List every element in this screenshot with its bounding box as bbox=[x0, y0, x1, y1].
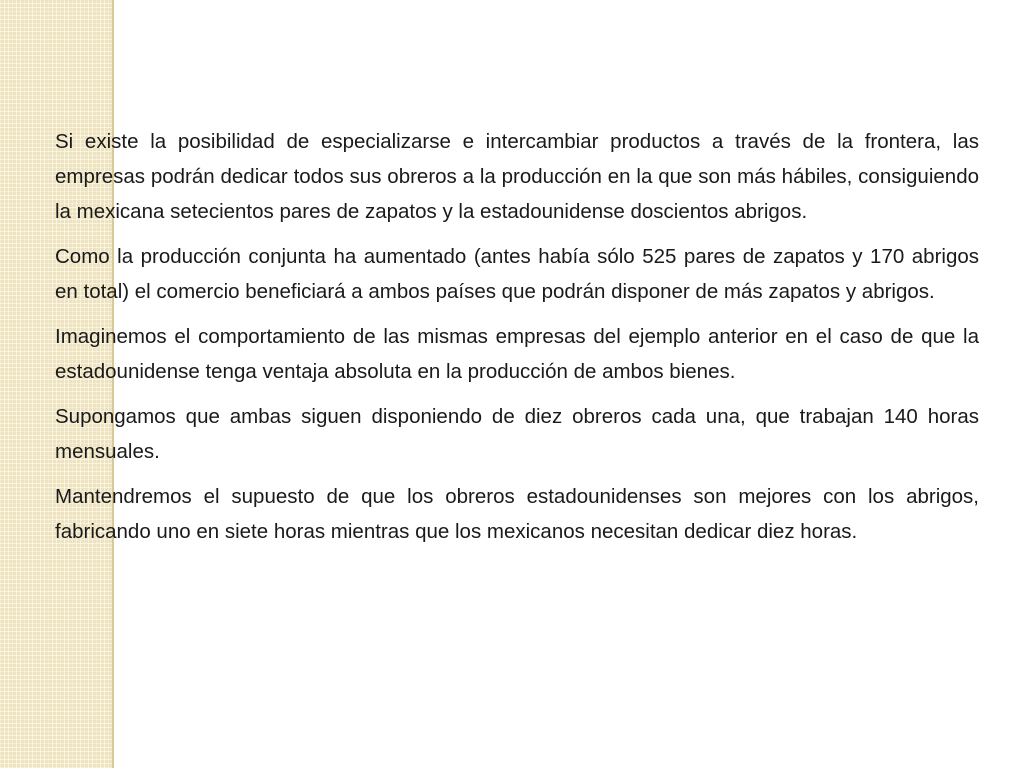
paragraph-5: Mantendremos el supuesto de que los obreros estadounidenses son mejores con los abrigos, fabricando uno en siete horas mientras que los mexicanos necesitan dedicar diez horas. bbox=[55, 485, 979, 543]
paragraph-1: Si existe la posibilidad de especializarse e intercambiar productos a través de la frontera, las empresas podrán dedicar todos sus obreros a la producción en la que son más hábiles, consiguiendo la mexicana setecientos pares de zapatos y la estadounidense doscientos abrigos. bbox=[55, 130, 979, 223]
paragraph-2: Como la producción conjunta ha aumentado (antes había sólo 525 pares de zapatos y 170 abrigos en total) el comercio beneficiará a ambos países que podrán disponer de más zapatos y abrigos. bbox=[55, 245, 979, 303]
slide-body-text bbox=[55, 124, 979, 559]
paragraph-4: Supongamos que ambas siguen disponiendo de diez obreros cada una, que trabajan 140 horas mensuales. bbox=[55, 405, 979, 463]
paragraph-3: Imaginemos el comportamiento de las mismas empresas del ejemplo anterior en el caso de que la estadounidense tenga ventaja absoluta en la producción de ambos bienes. bbox=[55, 325, 979, 383]
